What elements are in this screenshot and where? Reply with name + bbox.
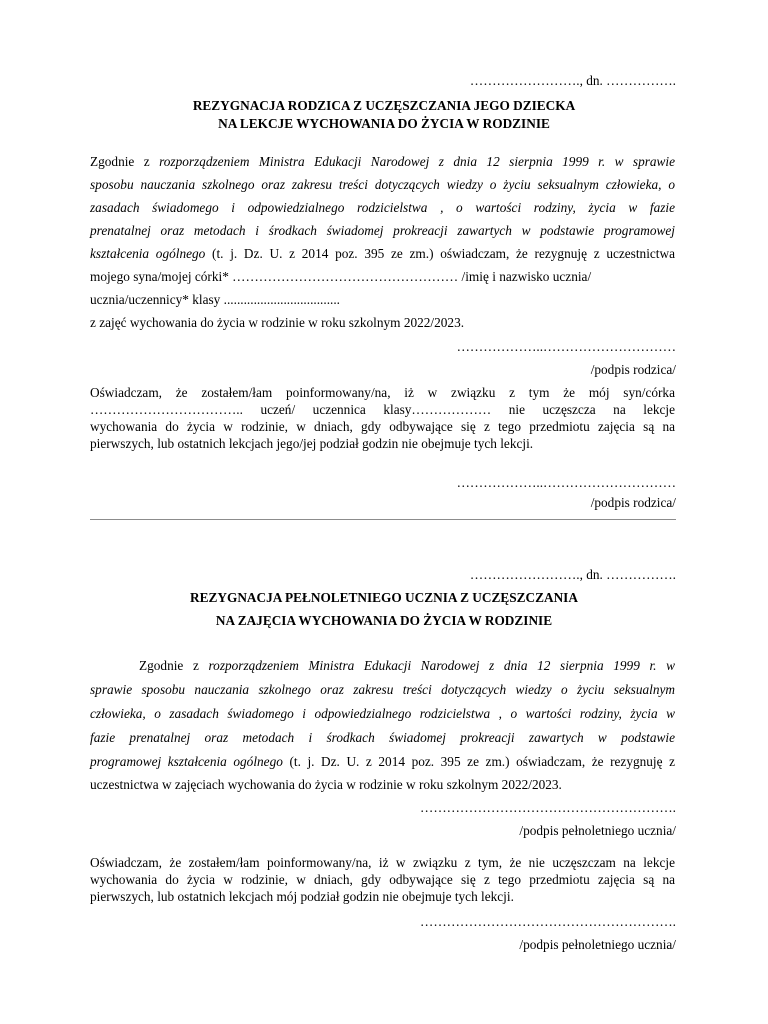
section1-para-line2: sposobu nauczania szkolnego oraz zakresu treści dotyczących wiedzy o życiu seksualnym człowieka, o: [90, 177, 675, 192]
section2-decl-line1: Oświadczam, że zostałem/łam poinformowany/na, iż w związku z tym, że nie uczęszczam na lekcje: [90, 855, 675, 870]
section1-signature-dots-2: ………………..…………………………: [456, 475, 676, 490]
section1-para-line5: kształcenia ogólnego (t. j. Dz. U. z 2014 poz. 395 ze zm.) oświadczam, że rezygnuję z uczestnictwa: [90, 246, 675, 261]
section1-para-line3: zasadach świadomego i odpowiedzialnego rodzicielstwa , o wartości rodziny, życia w fazie: [90, 200, 675, 215]
section2-para-line5: programowej kształcenia ogólnego (t. j. Dz. U. z 2014 poz. 395 ze zm.) oświadczam, że rezygnuję z: [90, 754, 675, 769]
section1-decl-line3: wychowania do życia w rodzinie, w dniach, gdy odbywające się z tego przedmiotu zajęcia są na: [90, 419, 675, 434]
section1-signature-label-1: /podpis rodzica/: [590, 362, 676, 377]
section2-signature-dots-1: ………………………………………………….: [420, 800, 676, 815]
section2-para-line1: Zgodnie z rozporządzeniem Ministra Edukacji Narodowej z dnia 12 sierpnia 1999 r. w: [139, 658, 675, 673]
section2-para-line4: fazie prenatalnej oraz metodach i środkach świadomej prokreacji zawartych w podstawie: [90, 730, 675, 745]
date-place-line-2: ……………………., dn. …………….: [469, 567, 676, 582]
section2-para-line6: uczestnictwa w zajęciach wychowania do życia w rodzinie w roku szkolnym 2022/2023.: [90, 777, 562, 792]
section2-signature-label-2: /podpis pełnoletniego ucznia/: [519, 937, 676, 952]
section1-para-line6: mojego syna/mojej córki* …………………………………………… /imię i nazwisko ucznia/: [90, 269, 592, 284]
section1-signature-dots-1: ………………..…………………………: [456, 339, 676, 354]
section2-signature-dots-2: ………………………………………………….: [420, 914, 676, 929]
section1-decl-line2: …………………………….. uczeń/ uczennica klasy……………… nie uczęszcza na lekcje: [90, 402, 675, 417]
section1-title-line2: NA LEKCJE WYCHOWANIA DO ŻYCIA W RODZINIE: [218, 116, 550, 131]
section1-para-line7: ucznia/uczennicy* klasy ...................................: [90, 292, 340, 307]
section2-title-line2: NA ZAJĘCIA WYCHOWANIA DO ŻYCIA W RODZINIE: [215, 613, 553, 628]
section1-decl-line4: pierwszych, lub ostatnich lekcjach jego/jej podział godzin nie obejmuje tych lekcji.: [90, 436, 534, 451]
section2-para-line3: człowieka, o zasadach świadomego i odpowiedzialnego rodzicielstwa , o wartości rodziny, życia w: [90, 706, 675, 721]
section1-para-line1: Zgodnie z rozporządzeniem Ministra Edukacji Narodowej z dnia 12 sierpnia 1999 r. w sprawie: [90, 154, 675, 169]
section2-title-line1: REZYGNACJA PEŁNOLETNIEGO UCZNIA Z UCZĘSZCZANIA: [190, 590, 578, 605]
section1-decl-line1: Oświadczam, że zostałem/łam poinformowany/na, iż w związku z tym że mój syn/córka: [90, 385, 675, 400]
section2-signature-label-1: /podpis pełnoletniego ucznia/: [519, 823, 676, 838]
section1-signature-label-2: /podpis rodzica/: [590, 495, 676, 510]
date-place-line-1: ……………………., dn. …………….: [469, 73, 676, 88]
section2-decl-line2: wychowania do życia w rodzinie, w dniach, gdy odbywające się z tego przedmiotu zajęcia są na: [90, 872, 675, 887]
section2-para-line2: sprawie sposobu nauczania szkolnego oraz zakresu treści dotyczących wiedzy o życiu seksualnym: [90, 682, 675, 697]
section1-title-line1: REZYGNACJA RODZICA Z UCZĘSZCZANIA JEGO DZIECKA: [192, 98, 576, 113]
section1-para-line4: prenatalnej oraz metodach i środkach świadomej prokreacji zawartych w podstawie programowej: [90, 223, 675, 238]
section2-decl-line3: pierwszych, lub ostatnich lekcjach mój podział godzin nie obejmuje tych lekcji.: [90, 889, 514, 904]
section1-para-line8: z zajęć wychowania do życia w rodzinie w roku szkolnym 2022/2023.: [90, 315, 465, 330]
section-divider: [90, 519, 676, 520]
